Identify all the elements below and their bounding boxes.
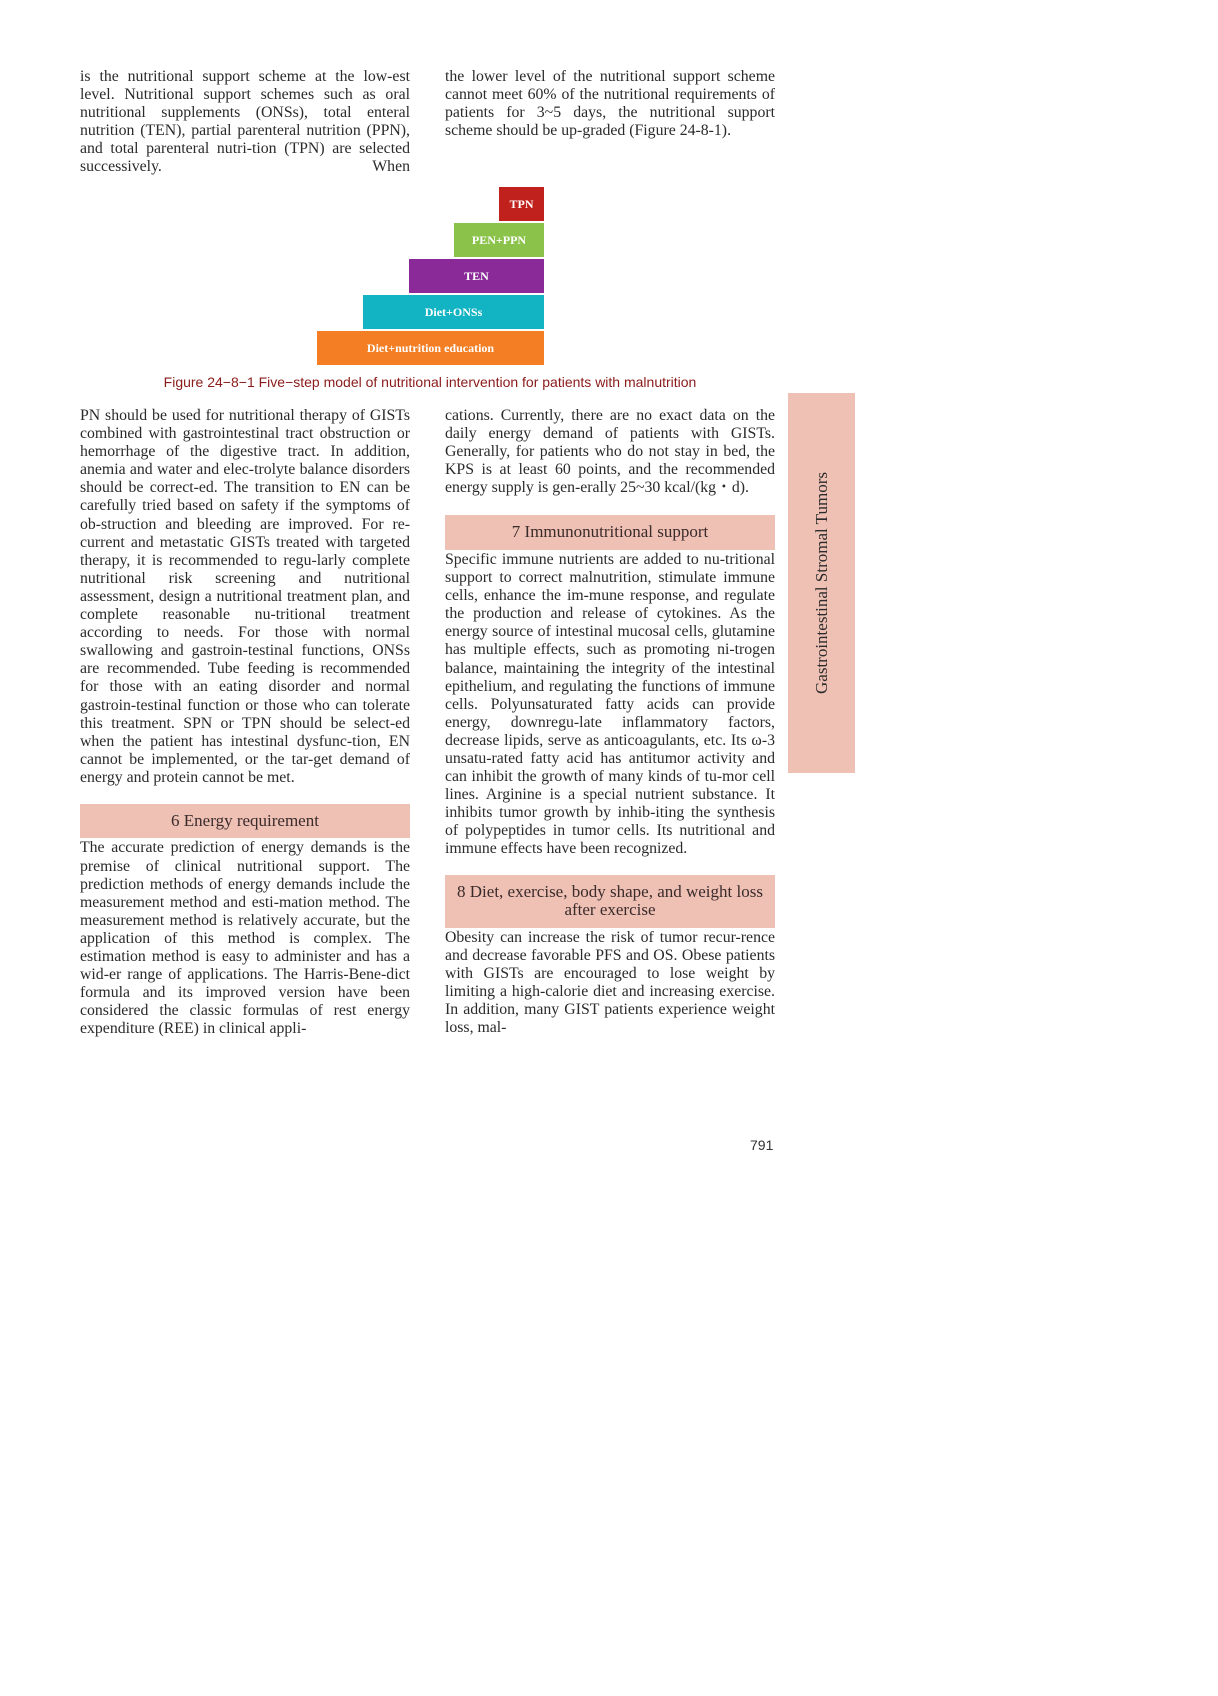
right-column [445, 407, 775, 1037]
step-pen-ppn [454, 223, 544, 257]
five-step-figure [314, 187, 544, 365]
step-label: Diet+nutrition education [366, 340, 495, 355]
step-label: TEN [464, 268, 489, 283]
top-right-column [445, 68, 775, 140]
step-diet-onss [363, 295, 544, 329]
section-7-heading: 7 Immunonutritional support [445, 515, 775, 550]
left-column [80, 407, 410, 1039]
chapter-sidebar-tab [788, 393, 855, 773]
chapter-sidebar-label: Gastrointestinal Stromal Tumors [811, 472, 831, 694]
step-ten [409, 259, 544, 293]
page-number: 791 [750, 1137, 774, 1153]
top-left-column [80, 68, 410, 177]
section-8-paragraph: Obesity can increase the risk of tumor recur-rence and decrease favorable PFS and OS. Obese patients with GISTs are encouraged to lose weight by limiting a high-calorie diet and increasing exercise. In addition, many GIST patients experience weight loss, mal- [445, 928, 775, 1037]
left-paragraph-1: PN should be used for nutritional therapy of GISTs combined with gastrointestinal tract obstruction or hemorrhage of the digestive tract. In addition, anemia and water and elec-trolyte balance disorders should be correct-ed. The transition to EN can be carefully tried based on safety if the symptoms of ob-struction and bleeding are improved. For re-current and metastatic GISTs treated with targeted therapy, it is recommended to regu-larly complete nutritional risk screening and nutritional assessment, design a nutritional treatment plan, and complete reasonable nu-tritional treatment according to needs. For those with normal swallowing and gastroin-testinal functions, ONSs are recommended. Tube feeding is recommended for those with an eating disorder and normal gastroin-testinal function or those who can tolerate this treatment. SPN or TPN should be select-ed when the patient has intestinal dysfunc-tion, EN cannot be implemented, or the tar-get demand of energy and protein cannot be met. [80, 407, 410, 786]
section-8-heading: 8 Diet, exercise, body shape, and weight loss after exercise [445, 875, 775, 928]
section-6-heading: 6 Energy requirement [80, 804, 410, 839]
section-7-paragraph: Specific immune nutrients are added to nu-tritional support to correct malnutrition, stimulate immune cells, enhance the im-mune response, and regulate the production and release of cytokines. As the energy source of intestinal mucosal cells, glutamine has multiple effects, such as promoting ni-trogen balance, maintaining the integrity of the intestinal epithelium, and regulating the functions of immune cells. Polyunsaturated fatty acids can provide energy, downregu-late inflammatory factors, decrease lipids, serve as anticoagulants, etc. Its ω-3 unsatu-rated fatty acid has antitumor activity and can inhibit the growth of many kinds of tu-mor cell lines. Arginine is a special nutrient substance. It inhibits tumor growth by inhib-iting the synthesis of polypeptides in tumor cells. Its nutritional and immune effects have been recognized. [445, 550, 775, 858]
step-label: PEN+PPN [471, 232, 527, 247]
right-paragraph-1: cations. Currently, there are no exact data on the daily energy demand of patients with GISTs. Generally, for patients who do not stay in bed, the KPS is at least 60 points, and the recommended energy supply is gen-erally 25~30 kcal/(kg・d). [445, 407, 775, 497]
top-right-paragraph: the lower level of the nutritional support scheme cannot meet 60% of the nutritional requirements of patients for 3~5 days, the nutritional support scheme should be up-graded (Figure 24-8-1). [445, 68, 775, 140]
section-6-paragraph: The accurate prediction of energy demands is the premise of clinical nutritional support. The prediction methods of energy demands include the measurement method and esti-mation method. The measurement method is relatively accurate, but the application of this method is complex. The estimation method is easy to administer and has a wid-er range of applications. The Harris-Bene-dict formula and its improved version have been considered the classic formulas of rest energy expenditure (REE) in clinical appli- [80, 839, 410, 1038]
figure-caption: Figure 24−8−1 Five−step model of nutritional intervention for patients with malnutrition [163, 374, 697, 390]
top-left-paragraph: is the nutritional support scheme at the low-est level. Nutritional support schemes such as oral nutritional supplements (ONSs), total enteral nutrition (TEN), partial parenteral nutrition (PPN), and total parenteral nutri-tion (TPN) are selected successively. When [80, 68, 410, 176]
step-label: Diet+ONSs [424, 304, 483, 319]
step-label: TPN [509, 196, 534, 211]
step-diet-nutrition-education [317, 331, 544, 365]
step-tpn [499, 187, 544, 221]
